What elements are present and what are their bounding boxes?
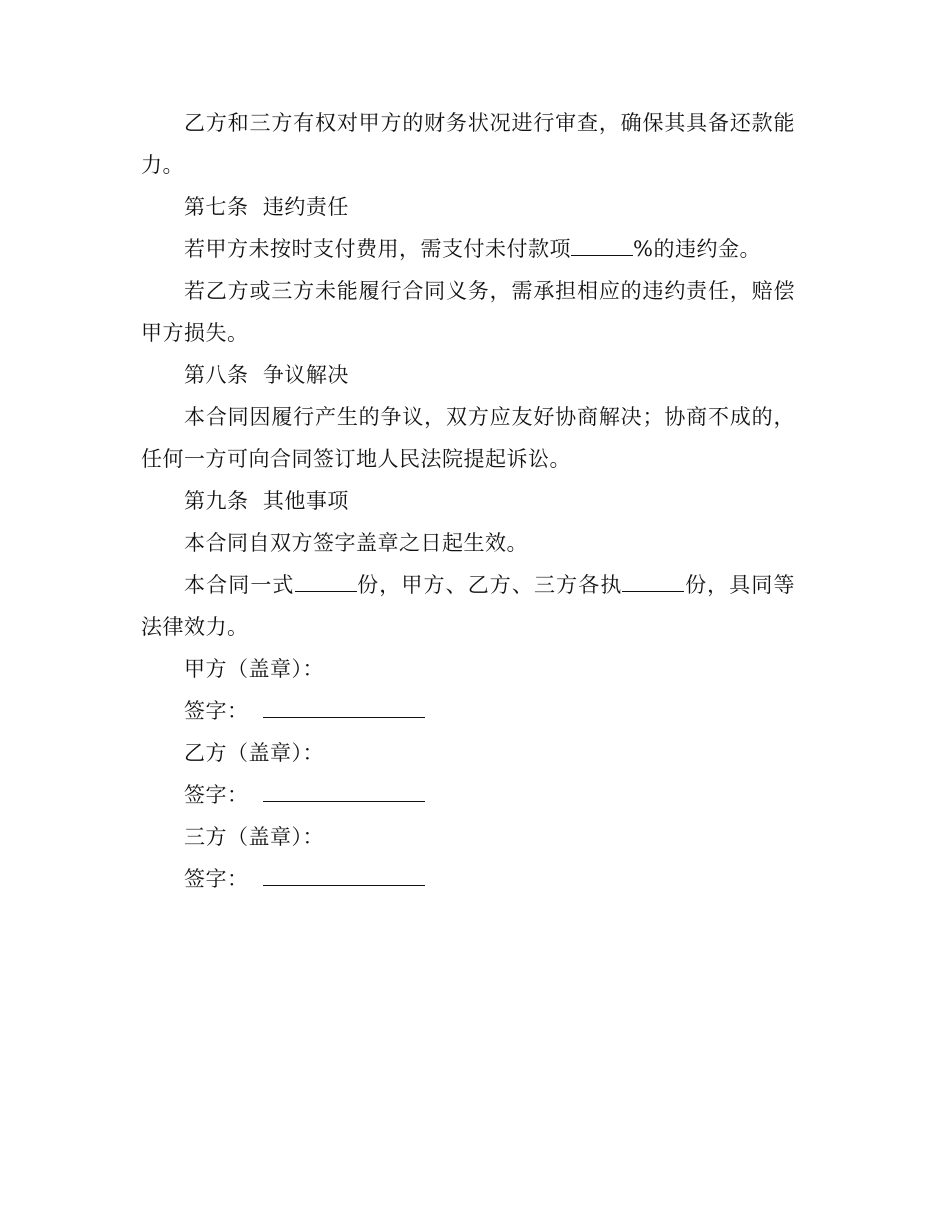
document-body — [141, 102, 795, 900]
party-a-stamp-label: 甲方（盖章）： — [184, 657, 324, 681]
party-c-signature-label: 签字： — [184, 867, 249, 891]
party-a-signature-label: 签字： — [184, 699, 249, 723]
party-a-signature-line — [263, 698, 425, 718]
copies-text-3: 份，具同等法律效力。 — [141, 573, 796, 639]
article-9-heading: 第九条 其他事项 — [184, 489, 349, 513]
compensation-clause: 若乙方或三方未能履行合同义务，需承担相应的违约责任，赔偿甲方损失。 — [141, 279, 795, 345]
party-c-signature — [141, 858, 795, 900]
party-b-signature — [141, 774, 795, 816]
party-b-signature-line — [263, 782, 425, 802]
copies-text-2: 份，甲方、乙方、三方各执 — [356, 573, 623, 597]
party-c-signature-line — [263, 866, 425, 886]
party-a-signature — [141, 690, 795, 732]
copies-total-blank — [295, 572, 357, 592]
copies-each-blank — [622, 572, 684, 592]
party-c-stamp-label: 三方（盖章）： — [184, 825, 324, 849]
penalty-text-before: 若甲方未按时支付费用，需支付未付款项 — [184, 237, 571, 261]
penalty-rate-blank — [571, 236, 633, 256]
effective-clause: 本合同自双方签字盖章之日起生效。 — [184, 531, 528, 555]
article-7-heading: 第七条 违约责任 — [184, 195, 349, 219]
penalty-clause — [141, 228, 795, 270]
article-8-heading: 第八条 争议解决 — [184, 363, 349, 387]
copies-clause — [141, 564, 795, 648]
party-b-stamp-label: 乙方（盖章）： — [184, 741, 324, 765]
party-b-signature-label: 签字： — [184, 783, 249, 807]
copies-text-1: 本合同一式 — [184, 573, 295, 597]
review-clause: 乙方和三方有权对甲方的财务状况进行审查，确保其具备还款能力。 — [141, 111, 795, 177]
dispute-clause: 本合同因履行产生的争议，双方应友好协商解决；协商不成的，任何一方可向合同签订地人民法院提起诉讼。 — [141, 405, 795, 471]
penalty-text-after: %的违约金。 — [633, 237, 761, 261]
